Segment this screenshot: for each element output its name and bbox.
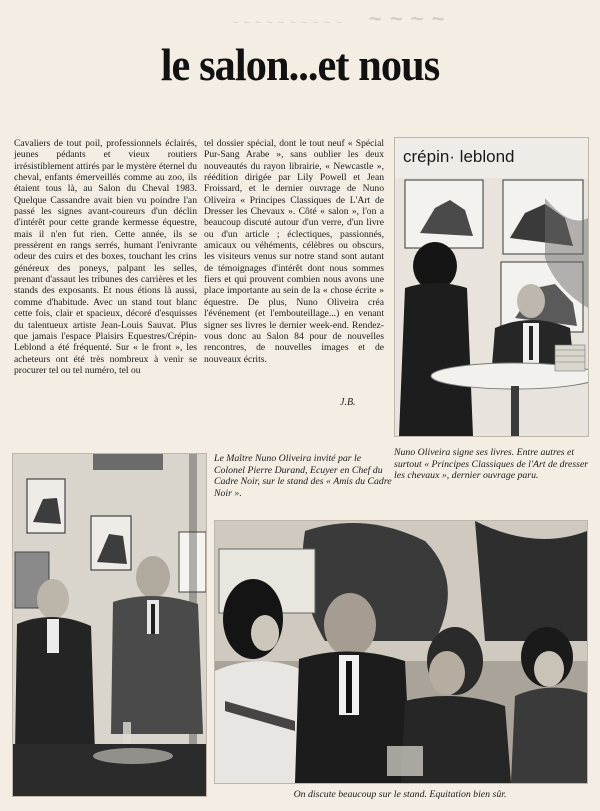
book-signing-image xyxy=(395,138,588,436)
stand-sign: crépin· leblond xyxy=(403,147,515,166)
photo-group-discussion xyxy=(214,520,588,784)
caption-group-discussion: On discute beaucoup sur le stand. Equitation bien sûr. xyxy=(293,789,507,800)
two-men-image xyxy=(13,454,206,796)
author-signature: J.B. xyxy=(340,397,356,408)
article-title: le salon...et nous xyxy=(160,39,440,90)
body-column-1: Cavaliers de tout poil, professionnels éclairés, jeunes pédants et vieux routiers irrésistiblement attirés par le mystère éternel du cheval, enfants émerveillés comme au zoo, ils étaient tous là, au Salon du Cheval 1983. Quelque Cassandre avait bien vu poindre l'an passé les signes avant-coureurs d'un déclin d'intérêt pour cette grande kermesse équestre, mais il n'en fut rien. Cette année, ils se pressèrent en rangs serrés, humant l'enivrante odeur des cuirs et des boxes, touchant les crins généreux des poneys, palpant les selles, prenant d'assaut les tribunes des carrières et les stands des exposants. Et nous étions là aussi, comme d'habitude. Avec un stand tout blanc cette fois, clair et spacieux, décoré d'esquisses du talentueux artiste Jean-Louis Sauvat. Plus que jamais l'espace Plaisirs Equestres/Crépin-Leblond a été fréquenté. Sur « le front », les acheteurs ont été très nombreux à venir se procurer tel ou tel numéro, tel ou xyxy=(14,138,197,376)
body-column-2: tel dossier spécial, dont le tout neuf « Spécial Pur-Sang Arabe », sans oublier les deux nouveautés du rayon librairie, « Newcastle », réédition dirigée par Lily Powell et Jean Froissard, et le dernier ouvrage de Nuno Oliveira « Principes Classiques de L'Art de Dresser les Chevaux ». Côté « salon », l'on a beaucoup discuté autour d'un verre, d'un livre ou d'un article ; éclectiques, passionnés, amicaux ou véhéments, célèbres ou obscurs, les visiteurs venus sur notre stand sont autant de témoignages d'intérêt dont nous sommes fiers et qui prouvent combien nous avons une place importante au sein de la « chose écrite » équestre. De plus, Nuno Oliveira créa l'événement (et l'embouteillage...) en venant signer ses livres le dernier week-end. Rendez-vous donc au Salon 84 pour de nouvelles rencontres, de nouvelles images et de nouveaux écrits. xyxy=(204,138,384,365)
photo-book-signing xyxy=(394,137,589,437)
bleed-through-text: ~ ~ ~ ~ ~ ~ ~ ~ ~ ~ ~ ~ ~ ~ xyxy=(232,6,446,31)
photo-two-men-seated xyxy=(12,453,207,797)
group-discussion-image xyxy=(215,521,587,783)
caption-book-signing: Nuno Oliveira signe ses livres. Entre autres et surtout « Principes Classiques de l'Art de dresser les chevaux », dernier ouvrage paru. xyxy=(394,447,589,481)
caption-nuno-oliveira-invite: Le Maître Nuno Oliveira invité par le Colonel Pierre Durand, Ecuyer en Chef du Cadre Noir, sur le stand des « Amis du Cadre Noir ». xyxy=(214,453,392,499)
